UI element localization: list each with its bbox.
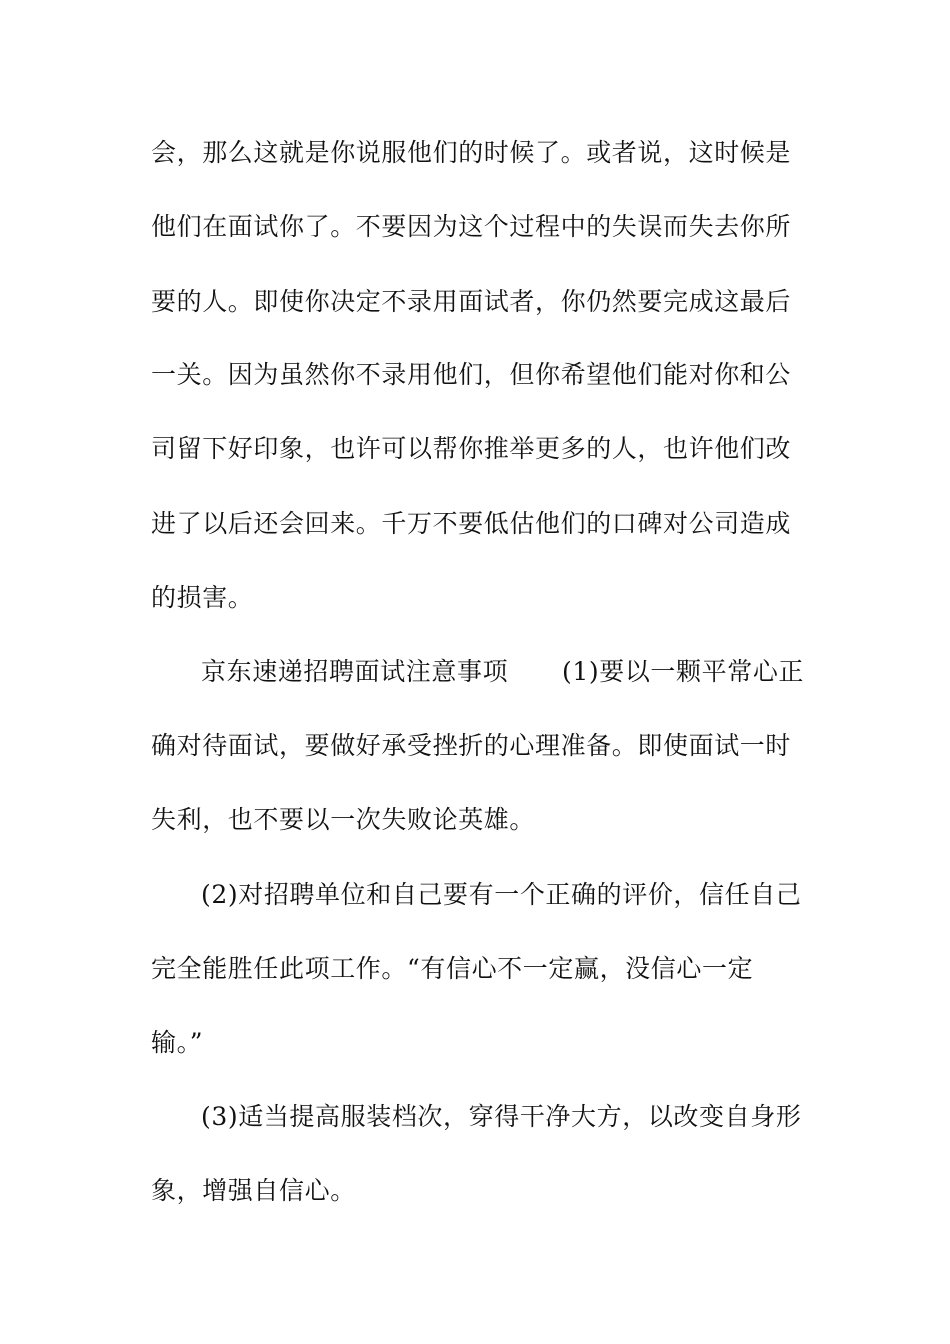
item-3-start: (3)适当提高服装档次，穿得干净大方，以改变自身形 <box>201 1102 802 1131</box>
item-1-start: (1)要以一颗平常心正 <box>562 657 805 686</box>
item-2-line: 输。” <box>151 1028 204 1057</box>
body-text-line: 一关。因为虽然你不录用他们，但你希望他们能对你和公 <box>151 360 792 389</box>
item-3-line: 象，增强自信心。 <box>151 1176 356 1205</box>
body-text-line: 要的人。即使你决定不录用面试者，你仍然要完成这最后 <box>151 287 792 316</box>
body-text-line: 进了以后还会回来。千万不要低估他们的口碑对公司造成 <box>151 509 792 538</box>
item-2-start: (2)对招聘单位和自己要有一个正确的评价，信任自己 <box>201 880 802 909</box>
item-2-line: 完全能胜任此项工作。“有信心不一定赢，没信心一定 <box>151 954 754 983</box>
body-text-line: 他们在面试你了。不要因为这个过程中的失误而失去你所 <box>151 212 792 241</box>
body-text-line: 的损害。 <box>151 583 254 612</box>
section-title: 京东速递招聘面试注意事项 <box>201 657 509 686</box>
body-text-line: 会，那么这就是你说服他们的时候了。或者说，这时候是 <box>151 138 792 167</box>
item-1-line: 失利，也不要以一次失败论英雄。 <box>151 805 536 834</box>
item-1-line: 确对待面试，要做好承受挫折的心理准备。即使面试一时 <box>151 731 792 760</box>
body-text-line: 司留下好印象，也许可以帮你推举更多的人，也许他们改 <box>151 434 792 463</box>
